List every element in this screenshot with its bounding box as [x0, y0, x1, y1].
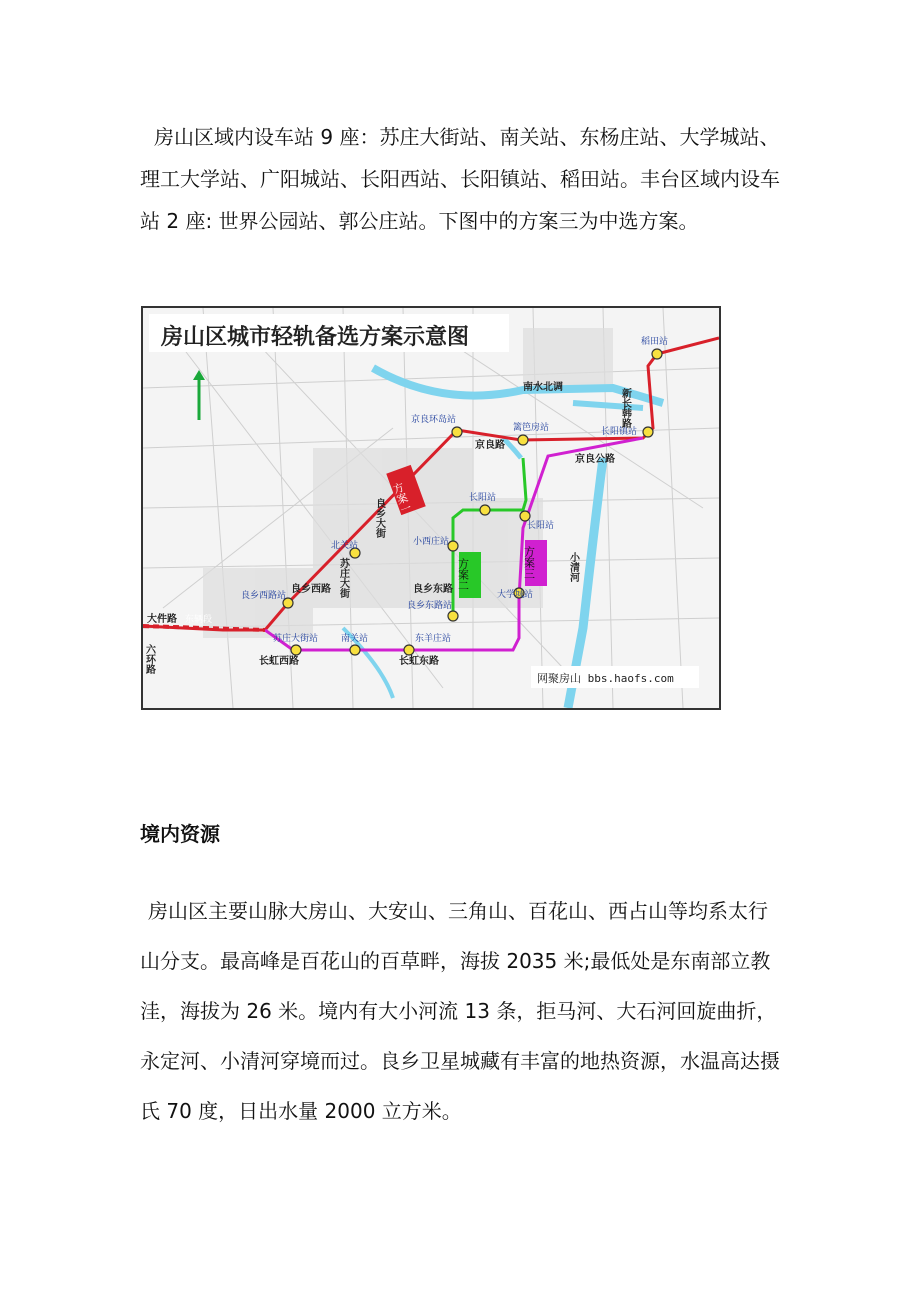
- station-label: 苏庄大街站: [273, 634, 319, 644]
- road-label: 新长韩路: [619, 388, 631, 428]
- road-label: 良乡西路: [291, 584, 331, 595]
- station-label: 长阳镇站: [601, 427, 638, 437]
- station-label: 稻田站: [641, 337, 669, 347]
- road-label: 良乡大街: [373, 498, 385, 538]
- road-label: 大件路: [147, 614, 177, 625]
- station-label: 京良环岛站: [411, 415, 457, 425]
- map-watermark: 网聚房山 bbs.haofs.com: [537, 672, 674, 685]
- station-label: 小西庄站: [413, 537, 450, 547]
- plan2-tag-label: 方案二: [456, 558, 470, 591]
- station-label: 良乡东路站: [407, 601, 453, 611]
- intro-paragraph: 房山区域内设车站 9 座：苏庄大街站、南关站、东杨庄站、大学城站、理工大学站、广阳城站、长阳西站、长阳镇站、稻田站。丰台区域内设车站 2 座: 世界公园站、郭公庄站。下图中的方案三为中选方案。: [140, 125, 780, 233]
- station-label: 长阳站: [527, 521, 555, 531]
- map-title: 房山区城市轻轨备选方案示意图: [161, 325, 470, 350]
- road-label: 良乡东路: [413, 584, 453, 595]
- road-label: 南水北调: [523, 382, 563, 393]
- station-label: 篱笆房站: [513, 423, 550, 433]
- road-label: 长虹西路: [259, 656, 299, 667]
- road-label: 六环路: [143, 644, 155, 674]
- road-label: 京良公路: [575, 454, 615, 465]
- plan3-tag-label: 方案三: [522, 546, 536, 579]
- station-label: 北关站: [331, 541, 359, 551]
- station-label: 大学城站: [497, 590, 534, 600]
- plan1-tag-label: 方案一: [389, 480, 414, 517]
- station-label: 东羊庄站: [415, 634, 452, 644]
- station-label: 良乡西路站: [241, 591, 287, 601]
- road-label: 长虹东路: [399, 656, 439, 667]
- road-label: 京良路: [475, 440, 505, 451]
- station-label: 长阳站: [469, 493, 497, 503]
- depot-label: 东辆段: [185, 615, 213, 625]
- north-arrow-icon: [193, 370, 205, 420]
- light-rail-map: [141, 306, 721, 710]
- road-label: 苏庄大街: [337, 558, 349, 598]
- road-label: 小清河: [567, 552, 579, 582]
- section-heading: 境内资源: [140, 822, 220, 846]
- station-label: 南关站: [341, 634, 369, 644]
- resources-paragraph: 房山区主要山脉大房山、大安山、三角山、百花山、西占山等均系太行山分支。最高峰是百花山的百草畔，海拔 2035 米;最低处是东南部立教洼，海拔为 26 米。境内有大小河流 13 条，拒马河、大石河回旋曲折，永定河、小清河穿境而过。良乡卫星城藏有丰富的地热资源，水温高达摄氏 70 度，日出水量 2000 立方米。: [140, 899, 780, 1123]
